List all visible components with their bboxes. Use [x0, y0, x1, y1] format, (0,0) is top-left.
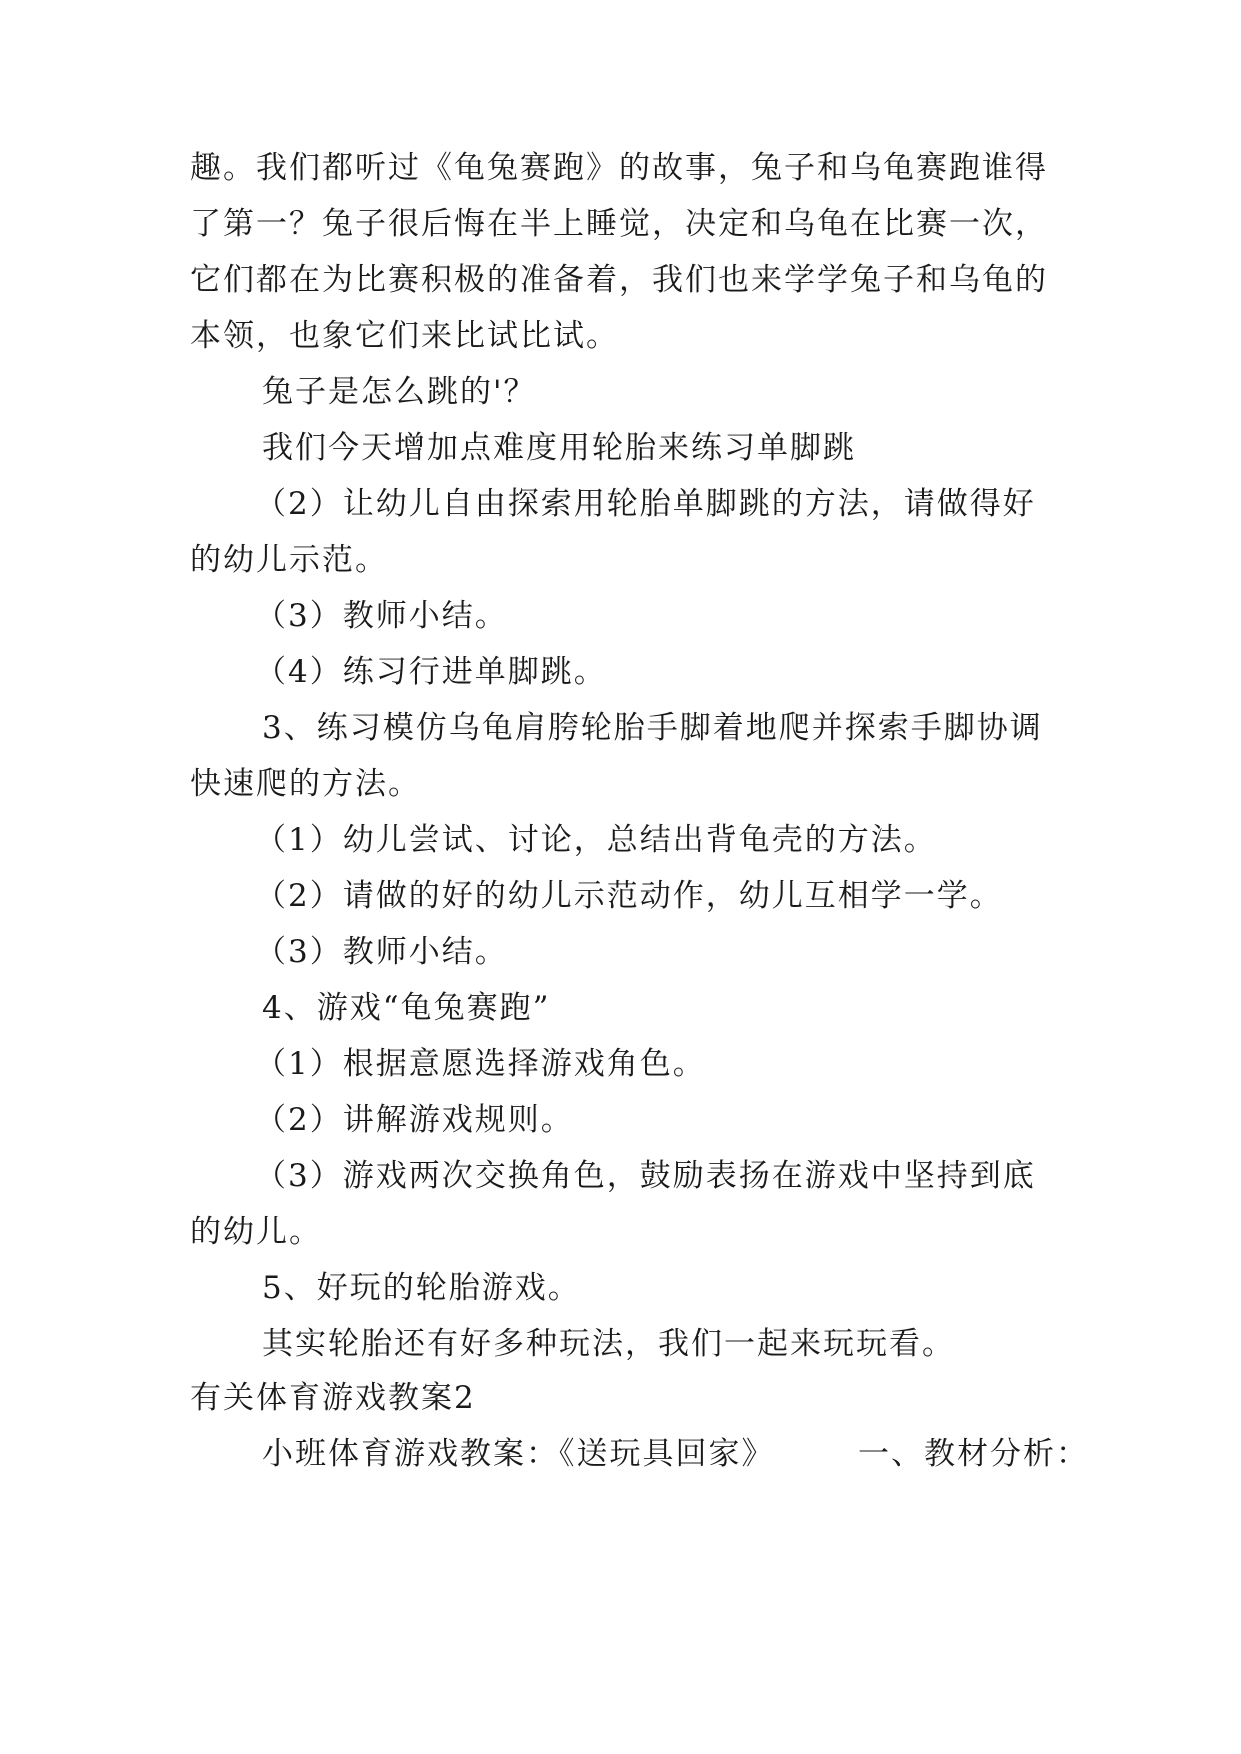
- paragraph-line: 其实轮胎还有好多种玩法，我们一起来玩玩看。: [262, 1326, 955, 1362]
- paragraph-line: 它们都在为比赛积极的准备着，我们也来学学兔子和乌龟的: [190, 262, 1048, 298]
- list-item: （3）教师小结。: [255, 598, 508, 634]
- paragraph-line: 本领，也象它们来比试比试。: [190, 318, 619, 354]
- list-item: （2）请做的好的幼儿示范动作，幼儿互相学一学。: [255, 878, 1003, 914]
- paragraph-line: 趣。我们都听过《龟兔赛跑》的故事，兔子和乌龟赛跑谁得: [190, 150, 1048, 186]
- paragraph-line: 小班体育游戏教案：《送玩具回家》 一、教材分析：: [262, 1436, 1089, 1472]
- paragraph-line: 的幼儿示范。: [190, 542, 388, 578]
- paragraph-line: 的幼儿。: [190, 1214, 322, 1250]
- list-item: （1）幼儿尝试、讨论，总结出背龟壳的方法。: [255, 822, 937, 858]
- section-heading: 3、练习模仿乌龟肩胯轮胎手脚着地爬并探索手脚协调: [262, 710, 1043, 746]
- list-item: （3）教师小结。: [255, 934, 508, 970]
- paragraph-line: 兔子是怎么跳的'？: [262, 374, 537, 410]
- section-heading: 4、游戏“龟兔赛跑”: [262, 990, 551, 1026]
- paragraph-line: 我们今天增加点难度用轮胎来练习单脚跳: [262, 430, 856, 466]
- list-item: （2）讲解游戏规则。: [255, 1102, 574, 1138]
- paragraph-line: 了第一？兔子很后悔在半上睡觉，决定和乌龟在比赛一次，: [190, 206, 1048, 242]
- section-heading: 5、好玩的轮胎游戏。: [262, 1270, 581, 1306]
- document-title: 有关体育游戏教案2: [190, 1380, 476, 1416]
- list-item: （3）游戏两次交换角色，鼓励表扬在游戏中坚持到底: [255, 1158, 1036, 1194]
- list-item: （4）练习行进单脚跳。: [255, 654, 607, 690]
- list-item: （1）根据意愿选择游戏角色。: [255, 1046, 706, 1082]
- paragraph-line: 快速爬的方法。: [190, 766, 421, 802]
- list-item: （2）让幼儿自由探索用轮胎单脚跳的方法，请做得好: [255, 486, 1036, 522]
